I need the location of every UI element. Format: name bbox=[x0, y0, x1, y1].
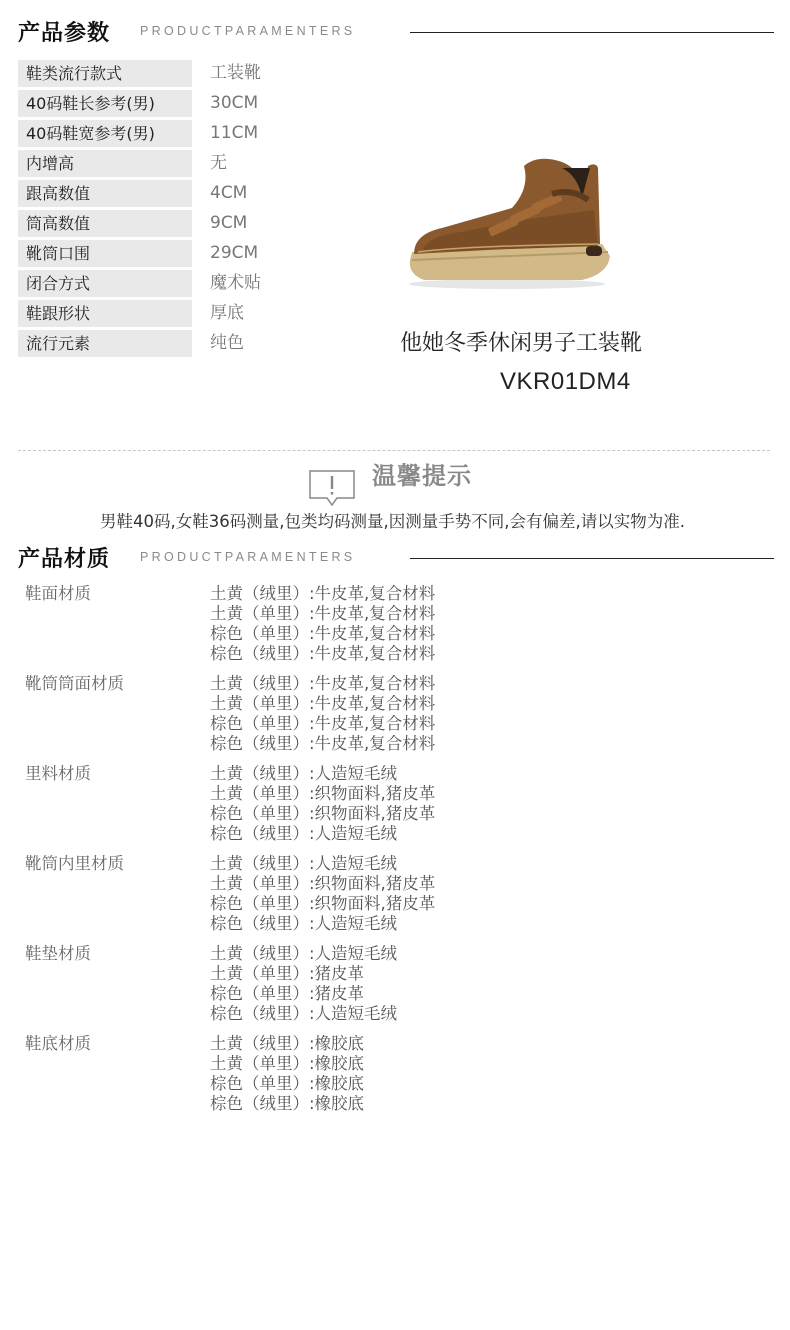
material-group bbox=[25, 584, 725, 674]
material-line: 棕色（单里）:织物面料,猪皮革 bbox=[210, 894, 436, 913]
material-line: 土黄（单里）:牛皮革,复合材料 bbox=[210, 694, 436, 713]
material-group bbox=[25, 674, 725, 764]
material-line: 棕色（单里）:猪皮革 bbox=[210, 984, 365, 1003]
material-line: 土黄（绒里）:人造短毛绒 bbox=[210, 944, 398, 963]
material-line: 棕色（绒里）:人造短毛绒 bbox=[210, 914, 398, 933]
header-divider bbox=[410, 32, 774, 33]
material-line: 土黄（绒里）:牛皮革,复合材料 bbox=[210, 584, 436, 603]
material-line: 棕色（单里）:牛皮革,复合材料 bbox=[210, 714, 436, 733]
param-label: 筒高数值 bbox=[18, 210, 192, 237]
material-line: 棕色（绒里）:牛皮革,复合材料 bbox=[210, 644, 436, 663]
material-group bbox=[25, 854, 725, 944]
material-label: 鞋底材质 bbox=[25, 1034, 91, 1053]
dashed-divider bbox=[18, 450, 770, 451]
boot-image bbox=[402, 148, 616, 292]
material-label: 里料材质 bbox=[25, 764, 91, 783]
material-line: 土黄（绒里）:人造短毛绒 bbox=[210, 764, 398, 783]
params-section-header bbox=[18, 8, 774, 46]
material-group bbox=[25, 944, 725, 1034]
param-value: 纯色 bbox=[210, 333, 244, 353]
material-line: 土黄（单里）:猪皮革 bbox=[210, 964, 365, 983]
param-label: 内增高 bbox=[18, 150, 192, 177]
param-row bbox=[18, 300, 388, 330]
material-group bbox=[25, 1034, 725, 1124]
param-value: 厚底 bbox=[210, 303, 244, 323]
material-line: 棕色（单里）:牛皮革,复合材料 bbox=[210, 624, 436, 643]
materials-section-title: 产品材质 bbox=[18, 547, 111, 572]
param-label: 40码鞋宽参考(男) bbox=[18, 120, 192, 147]
param-label: 40码鞋长参考(男) bbox=[18, 90, 192, 117]
param-row bbox=[18, 330, 388, 360]
params-section-title: 产品参数 bbox=[18, 21, 111, 46]
param-label: 闭合方式 bbox=[18, 270, 192, 297]
product-name: 他她冬季休闲男子工装靴 bbox=[400, 331, 643, 356]
param-row bbox=[18, 240, 388, 270]
material-line: 土黄（绒里）:橡胶底 bbox=[210, 1034, 365, 1053]
material-line: 土黄（单里）:牛皮革,复合材料 bbox=[210, 604, 436, 623]
materials-list bbox=[25, 584, 725, 1124]
notice-text: 男鞋40码,女鞋36码测量,包类均码测量,因测量手势不同,会有偏差,请以实物为准. bbox=[100, 512, 685, 531]
param-value: 29CM bbox=[210, 243, 259, 263]
materials-section-subtitle: PRODUCTPARAMENTERS bbox=[140, 550, 356, 564]
material-line: 土黄（单里）:织物面料,猪皮革 bbox=[210, 784, 436, 803]
material-line: 棕色（单里）:橡胶底 bbox=[210, 1074, 365, 1093]
material-label: 鞋面材质 bbox=[25, 584, 91, 603]
material-line: 棕色（单里）:织物面料,猪皮革 bbox=[210, 804, 436, 823]
material-line: 土黄（单里）:橡胶底 bbox=[210, 1054, 365, 1073]
param-row bbox=[18, 270, 388, 300]
params-section-subtitle: PRODUCTPARAMENTERS bbox=[140, 24, 356, 38]
material-line: 棕色（绒里）:人造短毛绒 bbox=[210, 1004, 398, 1023]
param-label: 鞋类流行款式 bbox=[18, 60, 192, 87]
param-value: 30CM bbox=[210, 93, 259, 113]
param-row bbox=[18, 120, 388, 150]
param-value: 魔术贴 bbox=[210, 273, 261, 293]
param-row bbox=[18, 60, 388, 90]
material-line: 土黄（绒里）:牛皮革,复合材料 bbox=[210, 674, 436, 693]
param-row bbox=[18, 210, 388, 240]
notice-title: 温馨提示 bbox=[372, 462, 472, 490]
material-label: 鞋垫材质 bbox=[25, 944, 91, 963]
param-label: 鞋跟形状 bbox=[18, 300, 192, 327]
param-row bbox=[18, 180, 388, 210]
param-label: 流行元素 bbox=[18, 330, 192, 357]
material-line: 土黄（单里）:织物面料,猪皮革 bbox=[210, 874, 436, 893]
param-value: 4CM bbox=[210, 183, 248, 203]
param-label: 跟高数值 bbox=[18, 180, 192, 207]
material-label: 靴筒筒面材质 bbox=[25, 674, 124, 693]
material-group bbox=[25, 764, 725, 854]
param-value: 工装靴 bbox=[210, 63, 261, 83]
param-value: 9CM bbox=[210, 213, 248, 233]
params-table bbox=[18, 60, 388, 360]
material-label: 靴筒内里材质 bbox=[25, 854, 124, 873]
param-label: 靴筒口围 bbox=[18, 240, 192, 267]
param-value: 11CM bbox=[210, 123, 259, 143]
material-line: 棕色（绒里）:牛皮革,复合材料 bbox=[210, 734, 436, 753]
material-line: 土黄（绒里）:人造短毛绒 bbox=[210, 854, 398, 873]
param-row bbox=[18, 150, 388, 180]
materials-section-header bbox=[18, 534, 774, 572]
exclamation-speech-icon bbox=[309, 470, 355, 506]
param-row bbox=[18, 90, 388, 120]
material-line: 棕色（绒里）:橡胶底 bbox=[210, 1094, 365, 1113]
product-code: VKR01DM4 bbox=[500, 368, 631, 395]
header-divider bbox=[410, 558, 774, 559]
material-line: 棕色（绒里）:人造短毛绒 bbox=[210, 824, 398, 843]
param-value: 无 bbox=[210, 153, 227, 173]
